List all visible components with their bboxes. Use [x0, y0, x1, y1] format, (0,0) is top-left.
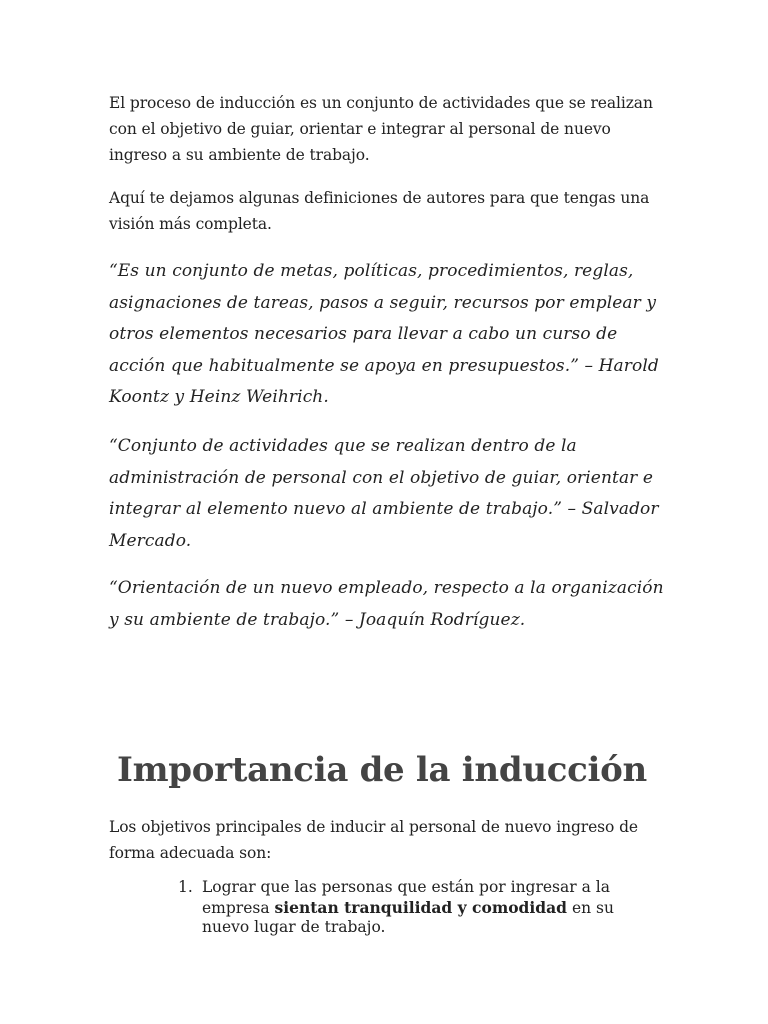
quote-salvador-mercado: “Conjunto de actividades que se realizan dentro de la administración de personal con el objetivo de guiar, orientar e integrar al elemento nuevo al ambiente de trabajo.” – Salvador Mercado. [109, 436, 659, 551]
intro-note-paragraph: Aquí te dejamos algunas definiciones de autores para que tengas una visión más completa. [109, 189, 650, 233]
section-heading: Importancia de la inducción [117, 750, 647, 790]
list-item-number: 1. [178, 878, 193, 896]
intro-paragraph: El proceso de inducción es un conjunto de actividades que se realizan con el objetivo de guiar, orientar e integrar al personal de nuevo ingreso a su ambiente de trabajo. [109, 94, 653, 164]
list-item-bold-text: sientan tranquilidad y comodidad [274, 897, 568, 917]
list-item-text-before: Lograr que las personas que están por ingresar a la empresa [202, 878, 610, 917]
section-lead-paragraph: Los objetivos principales de inducir al personal de nuevo ingreso de forma adecuada son: [109, 818, 638, 862]
quote-koontz-weihrich: “Es un conjunto de metas, políticas, procedimientos, reglas, asignaciones de tareas, pasos a seguir, recursos por emplear y otros elementos necesarios para llevar a cabo un curso de acción que habitualmente se apoya en presupuestos.” – Harold Koontz y Heinz Weihrich. [109, 261, 659, 407]
list-item-text-after: en su nuevo lugar de trabajo. [202, 898, 614, 936]
list-item [178, 878, 648, 938]
objectives-list [178, 878, 648, 938]
quote-joaquin-rodriguez: “Orientación de un nuevo empleado, respecto a la organización y su ambiente de trabajo.” – Joaquín Rodríguez. [109, 578, 664, 630]
